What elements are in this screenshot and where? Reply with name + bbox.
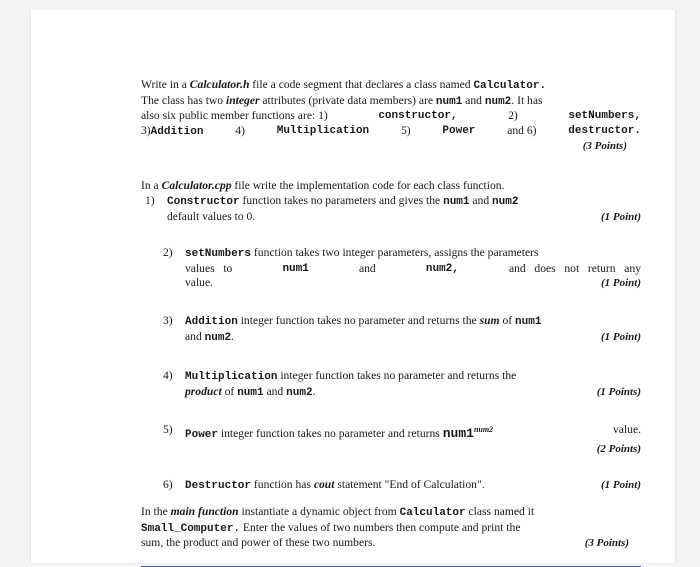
intro-text: . It has <box>511 93 543 107</box>
intro-paragraph <box>141 78 641 154</box>
cpp-filename: Calculator.cpp <box>161 179 232 192</box>
intro-text: 3) <box>141 123 151 137</box>
main-text: In the <box>141 505 171 518</box>
fn-addition: Addition <box>150 125 204 138</box>
fn-destructor: destructor. <box>568 124 641 137</box>
item-number: 6) <box>163 478 173 491</box>
item-text: function takes no parameters and gives the <box>239 194 444 207</box>
item-text: of <box>221 384 238 398</box>
fn-constructor: constructor, <box>378 110 458 122</box>
object-name: Small_Computer. <box>141 522 241 535</box>
document-page <box>30 10 676 563</box>
list-item <box>163 314 641 345</box>
main-text: Enter the values of two numbers then compute and print the <box>240 520 521 534</box>
member-num1: num1 <box>442 425 474 441</box>
emphasis-word: cout <box>313 478 335 491</box>
intro-text: attributes (private data members) are <box>259 93 436 107</box>
intro-text: and 6) <box>504 123 540 137</box>
points-label: (1 Point) <box>600 330 641 343</box>
list-item <box>163 423 641 457</box>
list-item <box>163 369 641 400</box>
list-item <box>163 246 641 291</box>
member-num1: num1 <box>282 262 309 275</box>
member-num2: num2 <box>484 95 512 108</box>
cpp-text: file write the implementation code for each class function. <box>231 179 505 192</box>
item-text: and <box>350 261 385 275</box>
member-num2: num2 <box>492 196 519 208</box>
item-text: default values to 0. <box>167 209 256 223</box>
item-number: 3) <box>163 314 173 327</box>
item-text: and <box>263 384 287 398</box>
member-num2: num2 <box>286 386 313 399</box>
cpp-intro <box>141 179 641 194</box>
points-label: (3 Points) <box>582 140 627 152</box>
member-num2: num2 <box>204 331 232 344</box>
points-label: (2 Points) <box>596 443 641 456</box>
points-label: (3 Points) <box>584 537 629 549</box>
class-name: Calculator <box>399 507 466 519</box>
item-text: function takes two integer parameters, assigns the parameters <box>251 246 539 259</box>
fn-keyword: Destructor <box>185 480 252 492</box>
item-text: value. <box>612 423 641 436</box>
intro-text: 2) <box>505 109 521 122</box>
item-text: value. <box>185 276 214 289</box>
item-text: integer function takes no parameter and returns the <box>237 314 480 327</box>
fn-setnumbers: setNumbers, <box>568 110 641 122</box>
intro-text: also six public member functions are: 1) <box>141 109 331 122</box>
fn-multiplication: Multiplication <box>276 124 370 137</box>
member-num2: num2, <box>425 262 459 275</box>
fn-keyword: Multiplication <box>185 371 278 383</box>
main-paragraph <box>141 505 641 551</box>
intro-text: 4) <box>232 123 248 137</box>
points-label: (1 Point) <box>600 479 641 491</box>
intro-text: and <box>462 93 485 107</box>
member-num1: num1 <box>443 196 470 208</box>
item-text: statement "End of Calculation". <box>334 478 485 491</box>
item-text: of <box>499 314 516 327</box>
points-label: (1 Point) <box>600 210 641 223</box>
item-text: function has <box>251 478 314 491</box>
intro-text: The class has two <box>141 93 227 107</box>
points-label: (1 Point) <box>600 277 641 289</box>
list-item <box>145 194 641 224</box>
fn-keyword: Addition <box>185 316 238 328</box>
item-text: and <box>469 194 493 207</box>
member-num1: num1 <box>435 95 463 108</box>
list-item <box>163 478 641 494</box>
main-text: sum, the product and power of these two numbers. <box>141 536 376 549</box>
fn-keyword: setNumbers <box>185 248 252 260</box>
member-num1: num1 <box>237 386 264 399</box>
cpp-text: In a <box>141 179 162 192</box>
intro-text: file a code segment that declares a class named <box>249 78 474 91</box>
item-text: . <box>312 384 316 398</box>
emphasis-word: sum <box>479 314 500 327</box>
type-keyword: integer <box>226 93 260 107</box>
item-number: 4) <box>163 369 173 382</box>
emphasis-word: product <box>185 384 222 398</box>
header-filename: Calculator.h <box>189 78 250 91</box>
item-text: integer function takes no parameter and returns <box>218 426 443 440</box>
item-number: 5) <box>163 423 173 436</box>
item-number: 1) <box>145 194 155 207</box>
intro-text: 5) <box>398 123 414 137</box>
item-text: values to <box>185 261 242 275</box>
exponent-num2: num2 <box>473 425 494 434</box>
item-number: 2) <box>163 246 173 259</box>
fn-power: Power <box>442 124 476 137</box>
fn-keyword: Power <box>185 428 219 441</box>
main-function-label: main function <box>170 505 239 518</box>
main-text: class named it <box>465 505 535 518</box>
item-text: . <box>231 329 234 343</box>
fn-keyword: Constructor <box>167 196 240 208</box>
points-label: (1 Points) <box>596 385 641 398</box>
item-text: and <box>185 329 205 343</box>
item-text: and does not return any <box>500 261 641 275</box>
main-text: instantiate a dynamic object from <box>238 505 400 518</box>
member-num1: num1 <box>515 316 542 328</box>
intro-text: Write in a <box>141 78 190 91</box>
class-name: Calculator. <box>473 80 547 92</box>
item-text: integer function takes no parameter and returns the <box>277 369 517 382</box>
